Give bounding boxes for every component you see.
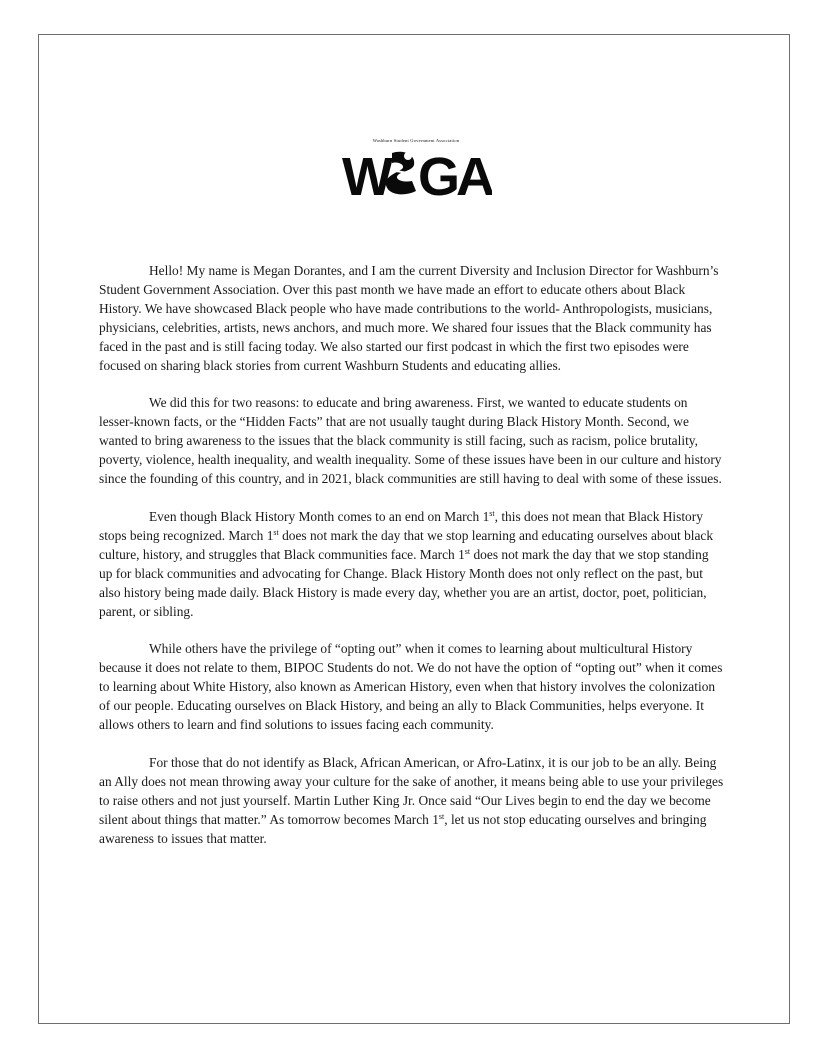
paragraph-5	[99, 754, 724, 849]
running-figure-icon	[386, 152, 416, 195]
ordinal-suffix: st	[489, 508, 495, 518]
paragraph-3-text: does not mark the day that we stop learning and educating ourselves about black culture, history, and struggles that Black communities face. March 1	[99, 527, 714, 562]
paragraph-3-text: Even though Black History Month comes to an end on March 1	[149, 508, 490, 524]
logo-letters-ga: GA	[418, 147, 491, 199]
paragraph-2: We did this for two reasons: to educate and bring awareness. First, we wanted to educate students on lesser-known facts, or the “Hidden Facts” that are not usually taught during Black History Month. Second, we wanted to bring awareness to the issues that the black community is still facing, such as racism, police brutality, poverty, violence, health inequality, and wealth inequality. Some of these issues have been in our culture and history since the founding of this country, and in 2021, black communities are still having to deal with some of these issues.	[99, 395, 722, 487]
paragraph-5-text: , let us not stop educating ourselves and bringing awareness to issues that matter.	[99, 811, 707, 846]
ordinal-suffix: st	[273, 527, 279, 537]
wsga-logo-mark	[342, 147, 492, 199]
ordinal-suffix: st	[464, 546, 471, 556]
paragraph-1: Hello! My name is Megan Dorantes, and I am the current Diversity and Inclusion Director for Washburn’s Student Government Association. Over this past month we have made an effort to educate others about Black History. We have showcased Black people who have made contributions to the world- Anthropologists, musicians, physicians, celebrities, artists, news anchors, and much more. We shared four issues that the Black community has faced in the past and is still facing today. We also started our first podcast in which the first two episodes were focused on sharing black stories from current Washburn Students and educating allies.	[99, 263, 719, 373]
logo-letter-w: W	[342, 147, 389, 199]
ordinal-suffix: st	[438, 811, 445, 821]
logo-caption: Washburn Student Government Association	[372, 138, 460, 143]
paragraph-3-text: does not mark the day that we stop standing up for black communities and advocating for Change. Black History Month does not only reflect on the past, but also history being made daily. Black History is made every day, whether you are an artist, doctor, poet, politician, parent, or sibling.	[99, 546, 709, 619]
wsga-logo	[336, 138, 496, 204]
paragraph-3	[99, 508, 724, 621]
paragraph-4: While others have the privilege of “opting out” when it comes to learning about multicultural History because it does not relate to them, BIPOC Students do not. We do not have the option of “opting out” when it comes to learning about White History, also known as American History, even when that history involves the colonization of our people. Educating ourselves on Black History, and being an ally to Black Communities, helps everyone. It allows others to learn and find solutions to issues facing each community.	[99, 641, 723, 733]
paragraph-5-text: For those that do not identify as Black, African American, or Afro-Latinx, it is our job to be an ally. Being an Ally does not mean throwing away your culture for the sake of another, it means being able to use your privileges to raise others and not just yourself. Martin Luther King Jr. Once said “Our Lives begin to end the day we become silent about things that matter.” As tomorrow becomes March 1	[99, 754, 724, 827]
letter-body	[99, 262, 724, 867]
paragraph-3-text: , this does not mean that Black History stops being recognized. March 1	[99, 508, 703, 543]
